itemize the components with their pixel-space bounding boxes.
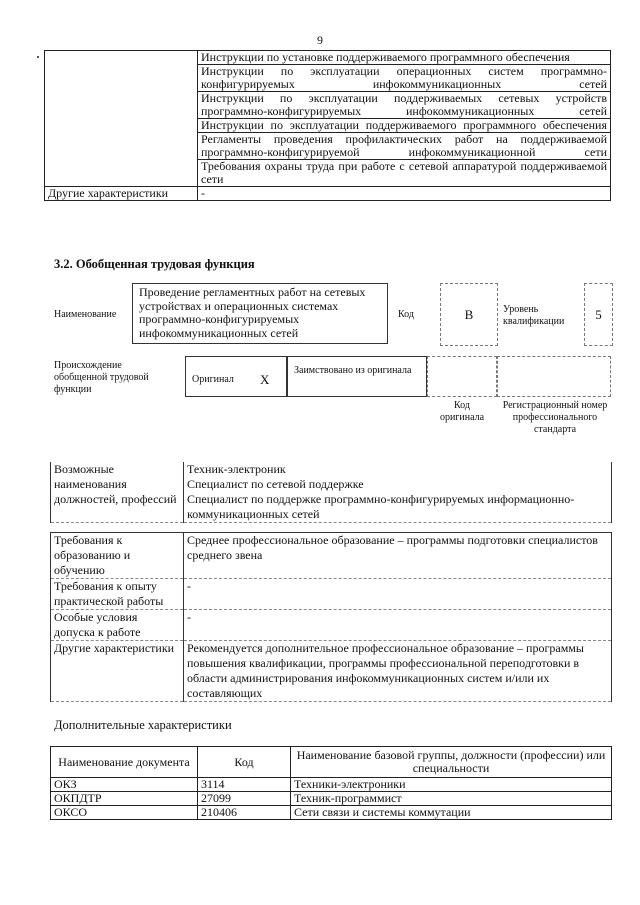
table-row — [45, 187, 611, 201]
code-original-box — [427, 356, 497, 397]
column-header: Наименование документа — [51, 747, 198, 778]
position-item: Специалист по поддержке программно-конфигурируемых информационно-коммуникационных сетей — [187, 492, 575, 521]
table-row — [51, 533, 612, 579]
name-label: Наименование — [54, 309, 117, 320]
level-label: Уровень квалификации — [503, 304, 565, 327]
row-label: Другие характеристики — [51, 641, 184, 702]
row-label: Возможные наименования должностей, профессий — [51, 462, 184, 523]
position-item: Техник-электроник — [187, 462, 286, 476]
name-cell: Сети связи и системы коммутации — [291, 806, 612, 820]
code-cell: 27099 — [198, 792, 291, 806]
table-row — [51, 579, 612, 610]
borrowed-label: Заимствовано из оригинала — [294, 365, 412, 376]
table-header-row — [51, 747, 612, 778]
row-label: Другие характеристики — [45, 187, 198, 201]
table-cell: Инструкции по установке поддерживаемого программного обеспечения — [198, 51, 611, 65]
doc-cell: ОКЗ — [51, 778, 198, 792]
column-header: Код — [198, 747, 291, 778]
page-number: 9 — [317, 33, 323, 47]
scan-speck — [37, 56, 39, 58]
column-header: Наименование базовой группы, должности (профессии) или специальности — [291, 747, 612, 778]
doc-cell: ОКПДТР — [51, 792, 198, 806]
code-value-box: B — [440, 283, 498, 346]
code-original-label: Код оригинала — [439, 400, 485, 423]
table-cell: - — [184, 579, 612, 610]
function-name-box: Проведение регламентных работ на сетевых устройствах и операционных системах программно-конфигурируемых инфокоммуникационных сетей — [132, 283, 388, 344]
top-requirements-table — [44, 50, 611, 201]
table-cell: Требования охраны труда при работе с сетевой аппаратурой поддерживаемой сети — [198, 160, 611, 187]
table-row — [51, 641, 612, 702]
additional-characteristics-table — [50, 746, 612, 820]
table-row — [51, 778, 612, 792]
borrowed-box — [287, 356, 427, 397]
position-item: Специалист по сетевой поддержке — [187, 477, 364, 491]
table-row — [51, 792, 612, 806]
table-cell: Рекомендуется дополнительное профессиональное образование – программы повышения квалификации, программы профессиональной переподготовки в области администрирования инфокоммуникационных систем и/или их составляющих — [184, 641, 612, 702]
row-label: Требования к опыту практической работы — [51, 579, 184, 610]
code-label: Код — [398, 309, 414, 320]
table-cell: - — [184, 610, 612, 641]
original-mark: X — [260, 372, 270, 387]
doc-cell: ОКСО — [51, 806, 198, 820]
table-row — [51, 462, 612, 523]
positions-requirements-table — [50, 462, 612, 702]
name-cell: Техники-электроники — [291, 778, 612, 792]
extra-title: Дополнительные характеристики — [54, 718, 232, 732]
original-label: Оригинал — [192, 374, 234, 385]
table-cell: Инструкции по эксплуатации поддерживаемых сетевых устройств программно-конфигурируемых инфокоммуникационных сетей — [198, 92, 611, 119]
table-row — [51, 610, 612, 641]
table-cell: Регламенты проведения профилактических работ на поддерживаемой программно-конфигурируемой инфокоммуникационной сети — [198, 133, 611, 160]
row-label: Особые условия допуска к работе — [51, 610, 184, 641]
table-cell: Инструкции по эксплуатации операционных систем программно-конфигурируемых инфокоммуникационных сетей — [198, 65, 611, 92]
empty-label-cell — [45, 51, 198, 187]
reg-number-label: Регистрационный номер профессионального стандарта — [502, 400, 608, 435]
code-cell: 3114 — [198, 778, 291, 792]
origin-label: Происхождение обобщенной трудовой функции — [54, 360, 149, 395]
reg-number-box — [497, 356, 611, 397]
table-row — [45, 51, 611, 65]
table-cell: Среднее профессиональное образование – программы подготовки специалистов среднего звена — [184, 533, 612, 579]
level-value-box: 5 — [584, 283, 613, 346]
table-cell: - — [198, 187, 611, 201]
positions-cell — [184, 462, 612, 523]
name-cell: Техник-программист — [291, 792, 612, 806]
row-label: Требования к образованию и обучению — [51, 533, 184, 579]
code-cell: 210406 — [198, 806, 291, 820]
table-cell: Инструкции по эксплуатации поддерживаемого программного обеспечения — [198, 119, 611, 133]
table-row — [51, 806, 612, 820]
section-title: 3.2. Обобщенная трудовая функция — [54, 257, 255, 271]
